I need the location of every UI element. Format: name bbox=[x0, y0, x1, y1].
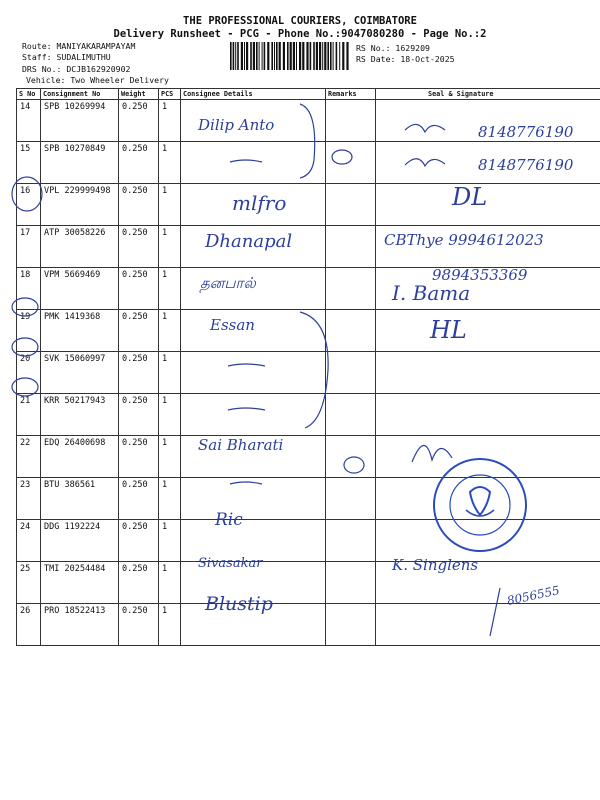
row-signature bbox=[376, 394, 600, 436]
row-remarks bbox=[326, 142, 376, 184]
barcode-bar bbox=[313, 42, 315, 70]
row-signature bbox=[376, 142, 600, 184]
row-remarks bbox=[326, 478, 376, 520]
row-consignment: TMI 20254484 bbox=[41, 562, 119, 604]
row-weight: 0.250 bbox=[119, 604, 159, 646]
col-remarks: Remarks bbox=[326, 89, 376, 100]
barcode-bar bbox=[267, 42, 269, 70]
table-row bbox=[17, 604, 600, 646]
row-sno: 20 bbox=[17, 352, 41, 394]
table-row bbox=[17, 520, 600, 562]
hand-r17-sig: CBThye 9994612023 bbox=[384, 231, 544, 249]
table-row bbox=[17, 436, 600, 478]
col-weight: Weight bbox=[119, 89, 159, 100]
row-signature bbox=[376, 268, 600, 310]
row-consignee bbox=[181, 184, 326, 226]
row-consignment: BTU 386561 bbox=[41, 478, 119, 520]
row-weight: 0.250 bbox=[119, 142, 159, 184]
barcode-bar bbox=[241, 42, 243, 70]
row-remarks bbox=[326, 604, 376, 646]
barcode-bar bbox=[290, 42, 292, 70]
row-signature bbox=[376, 436, 600, 478]
row-sno: 19 bbox=[17, 310, 41, 352]
row-remarks bbox=[326, 184, 376, 226]
row-remarks bbox=[326, 520, 376, 562]
row-weight: 0.250 bbox=[119, 226, 159, 268]
row-pcs: 1 bbox=[159, 142, 181, 184]
rs-date: RS Date: 18-Oct-2025 bbox=[356, 54, 455, 64]
row-sno: 23 bbox=[17, 478, 41, 520]
row-weight: 0.250 bbox=[119, 268, 159, 310]
row-signature bbox=[376, 352, 600, 394]
table-row bbox=[17, 226, 600, 268]
row-consignee bbox=[181, 226, 326, 268]
barcode-bar bbox=[346, 42, 348, 70]
runsheet-table bbox=[16, 88, 600, 646]
barcode-bar bbox=[283, 42, 285, 70]
row-weight: 0.250 bbox=[119, 310, 159, 352]
hand-r19-name: Essan bbox=[210, 316, 255, 334]
hand-r19-sig: HL bbox=[430, 316, 467, 344]
rs-number: RS No.: 1629209 bbox=[356, 43, 430, 53]
table-row bbox=[17, 310, 600, 352]
row-consignment: PRO 18522413 bbox=[41, 604, 119, 646]
barcode-bar bbox=[246, 42, 248, 70]
hand-r15-sig: 8148776190 bbox=[478, 156, 574, 174]
row-pcs: 1 bbox=[159, 520, 181, 562]
table-row bbox=[17, 562, 600, 604]
row-consignee bbox=[181, 268, 326, 310]
barcode-bar bbox=[306, 42, 308, 70]
table-row bbox=[17, 142, 600, 184]
barcode-bar bbox=[235, 42, 236, 70]
hand-r14-sig: 8148776190 bbox=[478, 123, 574, 141]
barcode-bar bbox=[259, 42, 260, 70]
row-signature bbox=[376, 604, 600, 646]
row-consignment: ATP 30058226 bbox=[41, 226, 119, 268]
row-weight: 0.250 bbox=[119, 184, 159, 226]
row-consignment: DDG 1192224 bbox=[41, 520, 119, 562]
hand-r25-sig: K. Singlens bbox=[392, 556, 479, 574]
row-consignee bbox=[181, 142, 326, 184]
row-consignment: EDQ 26400698 bbox=[41, 436, 119, 478]
row-weight: 0.250 bbox=[119, 100, 159, 142]
barcode-bar bbox=[262, 42, 263, 70]
row-consignee bbox=[181, 436, 326, 478]
row-pcs: 1 bbox=[159, 100, 181, 142]
row-sno: 14 bbox=[17, 100, 41, 142]
row-sno: 25 bbox=[17, 562, 41, 604]
vehicle-label: Vehicle: Two Wheeler Delivery bbox=[26, 75, 169, 85]
row-pcs: 1 bbox=[159, 478, 181, 520]
row-remarks bbox=[326, 436, 376, 478]
row-pcs: 1 bbox=[159, 268, 181, 310]
barcode-bar bbox=[342, 42, 344, 70]
table-header-row bbox=[17, 89, 600, 100]
row-remarks bbox=[326, 394, 376, 436]
hand-r22-name: Sai Bharati bbox=[198, 436, 284, 454]
row-remarks bbox=[326, 310, 376, 352]
barcode-bar bbox=[302, 42, 304, 70]
row-consignment: SPB 10269994 bbox=[41, 100, 119, 142]
row-pcs: 1 bbox=[159, 184, 181, 226]
barcode-bar bbox=[233, 42, 235, 70]
row-consignment: SVK 15060997 bbox=[41, 352, 119, 394]
hand-r25-name: Sivasakar bbox=[198, 556, 263, 571]
row-weight: 0.250 bbox=[119, 562, 159, 604]
company-title: THE PROFESSIONAL COURIERS, COIMBATORE bbox=[183, 15, 417, 27]
row-pcs: 1 bbox=[159, 436, 181, 478]
row-consignee bbox=[181, 520, 326, 562]
row-consignee bbox=[181, 394, 326, 436]
row-remarks bbox=[326, 562, 376, 604]
row-consignment: PMK 1419368 bbox=[41, 310, 119, 352]
row-consignment: VPL 229999498 bbox=[41, 184, 119, 226]
row-consignment: VPM 5669469 bbox=[41, 268, 119, 310]
row-signature bbox=[376, 562, 600, 604]
col-sno: S No bbox=[17, 89, 41, 100]
row-remarks bbox=[326, 268, 376, 310]
barcode-bar bbox=[322, 42, 323, 70]
barcode-bar bbox=[279, 42, 281, 70]
hand-r18-name: தனபால் bbox=[200, 274, 256, 292]
row-sno: 17 bbox=[17, 226, 41, 268]
barcode bbox=[230, 42, 350, 70]
route-label: Route: MANIYAKARAMPAYAM bbox=[22, 41, 136, 51]
hand-r17-name: Dhanapal bbox=[205, 231, 293, 252]
table-row bbox=[17, 184, 600, 226]
barcode-bar bbox=[250, 42, 252, 70]
row-sno: 24 bbox=[17, 520, 41, 562]
table-row bbox=[17, 352, 600, 394]
hand-r18-sig-a: 9894353369 bbox=[432, 266, 528, 284]
barcode-bar bbox=[299, 42, 301, 70]
barcode-bar bbox=[230, 42, 232, 70]
row-consignee bbox=[181, 352, 326, 394]
barcode-bar bbox=[271, 42, 273, 70]
row-signature bbox=[376, 520, 600, 562]
hand-r14-name: Dilip Anto bbox=[198, 116, 275, 134]
row-pcs: 1 bbox=[159, 310, 181, 352]
row-consignee bbox=[181, 310, 326, 352]
barcode-bar bbox=[293, 42, 295, 70]
barcode-bar bbox=[316, 42, 318, 70]
row-sno: 22 bbox=[17, 436, 41, 478]
row-sno: 21 bbox=[17, 394, 41, 436]
row-remarks bbox=[326, 226, 376, 268]
row-weight: 0.250 bbox=[119, 394, 159, 436]
barcode-bar bbox=[319, 42, 321, 70]
barcode-bar bbox=[296, 42, 297, 70]
table-row bbox=[17, 268, 600, 310]
row-consignee bbox=[181, 604, 326, 646]
barcode-bar bbox=[324, 42, 326, 70]
col-pcs: PCS bbox=[159, 89, 181, 100]
row-signature bbox=[376, 226, 600, 268]
barcode-bar bbox=[310, 42, 312, 70]
table-row bbox=[17, 478, 600, 520]
barcode-bar bbox=[333, 42, 334, 70]
row-pcs: 1 bbox=[159, 562, 181, 604]
barcode-bar bbox=[274, 42, 275, 70]
hand-r26-sig: 8056555 bbox=[505, 583, 561, 608]
table-row bbox=[17, 100, 600, 142]
row-consignee bbox=[181, 100, 326, 142]
table-row bbox=[17, 394, 600, 436]
staff-label: Staff: SUDALIMUTHU bbox=[22, 52, 111, 62]
barcode-bar bbox=[287, 42, 289, 70]
row-sno: 26 bbox=[17, 604, 41, 646]
row-sno: 18 bbox=[17, 268, 41, 310]
row-signature bbox=[376, 310, 600, 352]
barcode-bar bbox=[330, 42, 332, 70]
row-consignee bbox=[181, 562, 326, 604]
row-consignee bbox=[181, 478, 326, 520]
hand-r16-sig: DL bbox=[452, 183, 488, 211]
col-consignee: Consignee Details bbox=[181, 89, 326, 100]
row-sno: 15 bbox=[17, 142, 41, 184]
hand-r18-sig-b: I. Bama bbox=[392, 281, 471, 305]
row-weight: 0.250 bbox=[119, 436, 159, 478]
barcode-bar bbox=[339, 42, 340, 70]
row-pcs: 1 bbox=[159, 604, 181, 646]
row-consignment: KRR 50217943 bbox=[41, 394, 119, 436]
row-weight: 0.250 bbox=[119, 352, 159, 394]
row-pcs: 1 bbox=[159, 394, 181, 436]
hand-r26-name: Blustip bbox=[205, 593, 273, 615]
row-weight: 0.250 bbox=[119, 520, 159, 562]
row-pcs: 1 bbox=[159, 226, 181, 268]
row-remarks bbox=[326, 100, 376, 142]
row-sno: 16 bbox=[17, 184, 41, 226]
row-signature bbox=[376, 184, 600, 226]
row-signature bbox=[376, 100, 600, 142]
barcode-bar bbox=[237, 42, 239, 70]
row-pcs: 1 bbox=[159, 352, 181, 394]
hand-r16-name: mlfro bbox=[232, 191, 287, 215]
barcode-bar bbox=[264, 42, 266, 70]
col-signature: Seal & Signature bbox=[376, 89, 600, 100]
barcode-bar bbox=[253, 42, 255, 70]
drs-number: DRS No.: DCJB162920902 bbox=[22, 64, 131, 74]
barcode-bar bbox=[327, 42, 329, 70]
hand-r24-name: Ric bbox=[215, 510, 243, 530]
barcode-bar bbox=[336, 42, 338, 70]
row-consignment: SPB 10270849 bbox=[41, 142, 119, 184]
barcode-bar bbox=[276, 42, 278, 70]
col-consignment: Consignment No bbox=[41, 89, 119, 100]
row-remarks bbox=[326, 352, 376, 394]
runsheet-subtitle: Delivery Runsheet - PCG - Phone No.:9047080280 - Page No.:2 bbox=[113, 28, 487, 40]
row-signature bbox=[376, 478, 600, 520]
barcode-bar bbox=[256, 42, 258, 70]
barcode-bar bbox=[244, 42, 245, 70]
row-weight: 0.250 bbox=[119, 478, 159, 520]
